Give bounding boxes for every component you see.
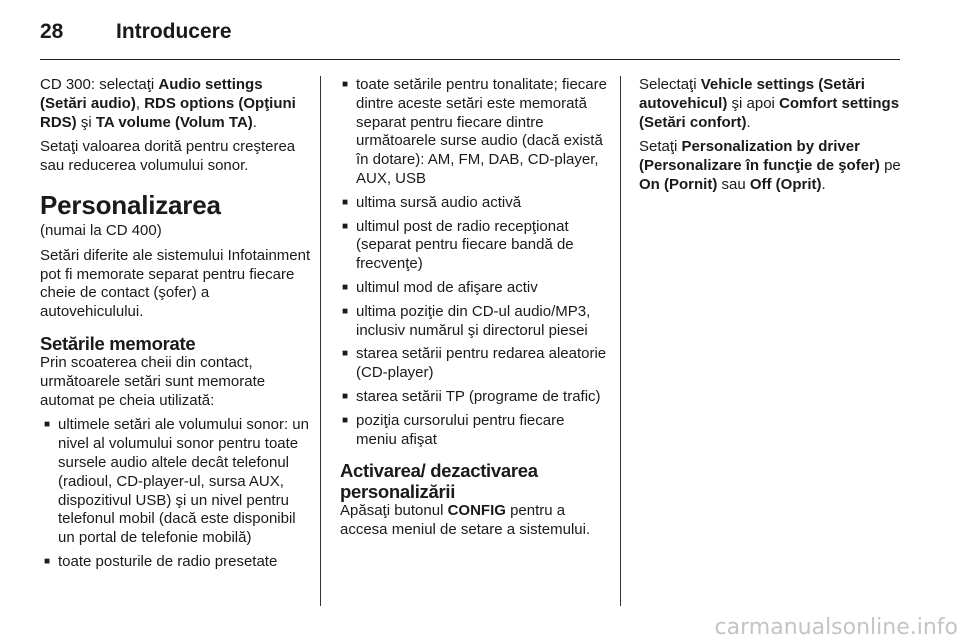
menu-item-ta-volume: TA volume (Volum TA) xyxy=(95,113,253,131)
list-item: ■ ultimele setări ale volumului sonor: un nivel al volumului sonor pentru toate sursele audio altele decât telefonul (radioul, CD-player-ul, sursa AUX, dispozitivul USB) şi un nivel pentru telefonul mobil (dacă este disponibil un portal de telefonie mobilă) xyxy=(42,416,312,548)
menu-item-comfort-settings: Comfort settings (Setări confort) xyxy=(639,94,900,131)
option-on: On (Pornit) xyxy=(639,175,718,193)
stored-settings-list xyxy=(42,416,312,571)
cd400-note: (numai la CD 400) xyxy=(40,221,162,239)
menu-item-vehicle-settings: Vehicle settings (Setări autovehicul) xyxy=(639,76,865,112)
instruction-text: . xyxy=(746,113,751,131)
subheading-setarile-memorate: Setările memorate xyxy=(40,332,196,354)
instruction-text: pe xyxy=(879,157,901,175)
list-item: ■ ultimul mod de afişare activ xyxy=(340,279,608,298)
instruction-text: . xyxy=(821,175,826,193)
intro-paragraph xyxy=(40,76,312,132)
watermark-logo: carmanualsonline.info xyxy=(714,615,958,640)
config-text: pentru a accesa meniul de setare a sistemului. xyxy=(340,502,591,539)
header-divider xyxy=(40,59,900,60)
intro-text: şi xyxy=(76,113,96,131)
intro-text: . xyxy=(252,113,257,131)
list-item: ■ ultima poziţie din CD-ul audio/MP3, inclusiv numărul şi directorul piesei xyxy=(340,303,608,341)
intro-text: CD 300: selectaţi xyxy=(40,76,159,93)
menu-item-personalization: Personalization by driver (Personalizare în funcţie de şofer) xyxy=(639,138,880,175)
column-divider-1 xyxy=(320,76,321,606)
instruction-text: şi apoi xyxy=(727,94,780,112)
vehicle-settings-paragraph xyxy=(639,76,905,132)
list-item: ■ starea setării TP (programe de trafic) xyxy=(340,388,608,407)
instruction-text: Selectaţi xyxy=(639,76,701,93)
menu-item-rds-options: RDS options (Opţiuni RDS) xyxy=(40,94,296,131)
instruction-text: sau xyxy=(717,175,750,193)
column-1 xyxy=(40,76,312,577)
option-off: Off (Oprit) xyxy=(749,175,822,193)
section-heading-personalizarea: Personalizarea xyxy=(40,189,221,220)
list-item: ■ poziţia cursorului pentru fiecare meniu afişat xyxy=(340,412,608,450)
personalization-paragraph xyxy=(639,138,905,194)
column-2 xyxy=(340,76,608,546)
list-item: ■ toate setările pentru tonalitate; fiecare dintre aceste setări este memorată separat pentru fiecare dintre următoarele surse audio (dacă există în dotare): AM, FM, DAB, CD-player, AUX, USB xyxy=(340,76,608,189)
list-item: ■ toate posturile de radio presetate xyxy=(42,553,312,572)
list-item: ■ ultimul post de radio recepţionat (separat pentru fiecare bandă de frecvenţe) xyxy=(340,218,608,274)
list-item: ■ starea setării pentru redarea aleatorie (CD-player) xyxy=(340,345,608,383)
column-3 xyxy=(639,76,905,201)
stored-settings-list-cont xyxy=(340,76,608,449)
list-item: ■ ultima sursă audio activă xyxy=(340,194,608,213)
config-paragraph xyxy=(340,502,608,540)
intro-text: , xyxy=(135,94,145,112)
settings-paragraph: Setări diferite ale sistemului Infotainment pot fi memorate separat pentru fiecare cheie de contact (şofer) a autovehiculului. xyxy=(40,246,311,321)
volume-paragraph: Setaţi valoarea dorită pentru creşterea sau reducerea volumului sonor. xyxy=(40,138,296,175)
config-button-label: CONFIG xyxy=(447,502,506,520)
subheading-activarea: Activarea/ dezactivarea personalizării xyxy=(340,460,538,503)
page-number: 28 xyxy=(40,20,64,43)
stored-settings-paragraph: Prin scoaterea cheii din contact, următoarele setări sunt memorate automat pe cheia utilizată: xyxy=(40,353,266,409)
page-title: Introducere xyxy=(116,20,232,43)
config-text: Apăsaţi butonul xyxy=(340,502,448,520)
instruction-text: Setaţi xyxy=(639,138,682,156)
menu-item-audio-settings: Audio settings (Setări audio) xyxy=(40,76,263,112)
column-divider-2 xyxy=(620,76,621,606)
